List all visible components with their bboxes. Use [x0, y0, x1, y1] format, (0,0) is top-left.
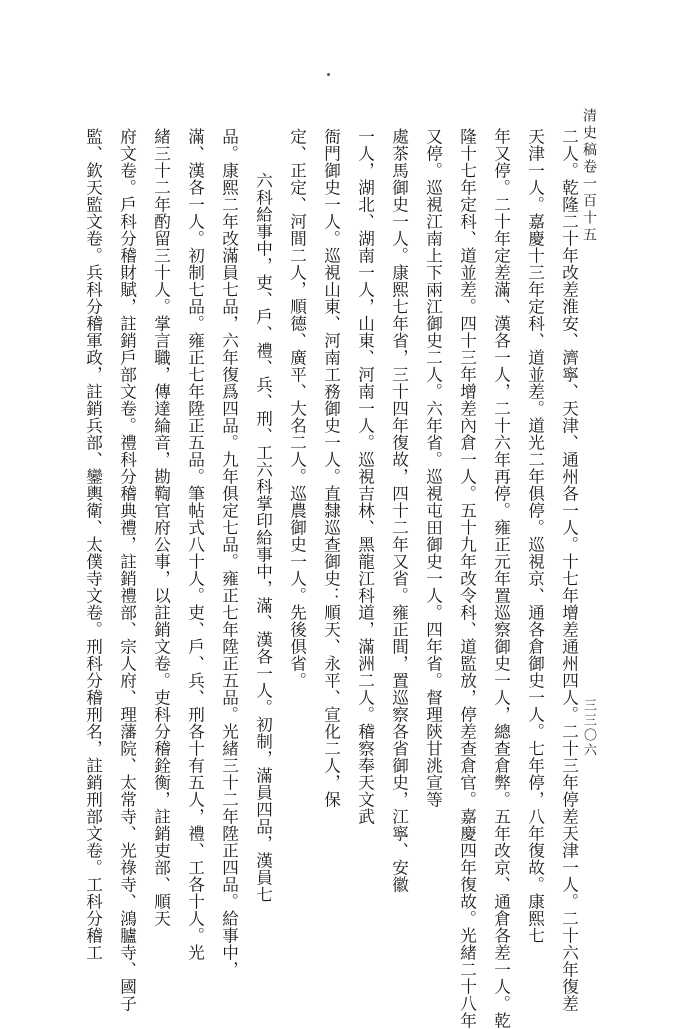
- text-column: 處茶馬御史一人。康熙七年省，三十四年復故，四十二年又省。雍正間，置巡察各省御史，江寧、安徽: [389, 128, 409, 893]
- page-mark: [327, 73, 330, 76]
- text-column: 年又停。二十年定差滿、漢各一人，二十六年再停。雍正元年置巡察御史一人，總查倉弊。五年改京、通倉各差一人。乾: [491, 128, 511, 1029]
- text-column: 六科給事中，吏、戶、禮、兵、刑、工六科掌印給事中，滿、漢各一人。初制，滿員四品，漢員七: [253, 172, 273, 903]
- text-column: 品。康熙二年改滿員七品，六年復爲四品。九年俱定七品。雍正七年陞正五品。光緒三十二年陞正四品。給事中，: [219, 128, 239, 978]
- text-column: 緒三十二年酌留三十人。掌言職，傳達綸音，勘鞫官府公事，以註銷文卷。吏科分稽銓衡，註銷吏部、順天: [151, 128, 171, 927]
- text-column: 滿、漢各一人。初制七品。雍正七年陞正五品。筆帖式八十人。吏、戶、兵、刑各十有五人，禮、工各十人。光: [185, 128, 205, 961]
- text-column: 隆十七年定科、道並差。四十三年增差內倉一人。五十九年改令科、道監放，停差查倉官。嘉慶四年復故。光緒二十八年: [457, 128, 477, 1029]
- running-header: 清史稿卷一百十五: [581, 108, 597, 244]
- text-column: 府文卷。戶科分稽財賦，註銷戶部文卷。禮科分稽典禮，註銷禮部、宗人府、理藩院、太常寺、光祿寺、鴻臚寺、國子: [117, 128, 137, 1012]
- text-column: 又停。巡視江南上下兩江御史二人。六年省。巡視屯田御史一人。四年省。督理陝甘洮宣等: [423, 128, 443, 808]
- text-column: 天津一人。嘉慶十三年定科、道並差。道光二年俱停。巡視京、通各倉御史一人。七年停，八年復故。康熙七: [525, 128, 545, 944]
- text-column: 二人。乾隆二十年改差淮安、濟寧、天津、通州各一人。十七年增差通州四人。二十三年停差天津一人。二十六年復差: [559, 128, 579, 1012]
- page-number: 三三〇六: [581, 698, 596, 758]
- text-column: 衙門御史一人。巡視山東、河南工務御史一人。直隸巡查御史：順天、永平、宣化二人，保: [321, 128, 341, 808]
- text-column: 一人，湖北、湖南一人，山東、河南一人。巡視吉林、黑龍江科道，滿洲二人。稽察奉天文武: [355, 128, 375, 825]
- text-column: 定、正定、河間二人，順德、廣平、大名二人。巡農御史一人。先後俱省。: [287, 128, 307, 689]
- text-column: 監、欽天監文卷。兵科分稽軍政，註銷兵部、鑾輿衛、太僕寺文卷。刑科分稽刑名，註銷刑部文卷。工科分稽工: [83, 128, 103, 961]
